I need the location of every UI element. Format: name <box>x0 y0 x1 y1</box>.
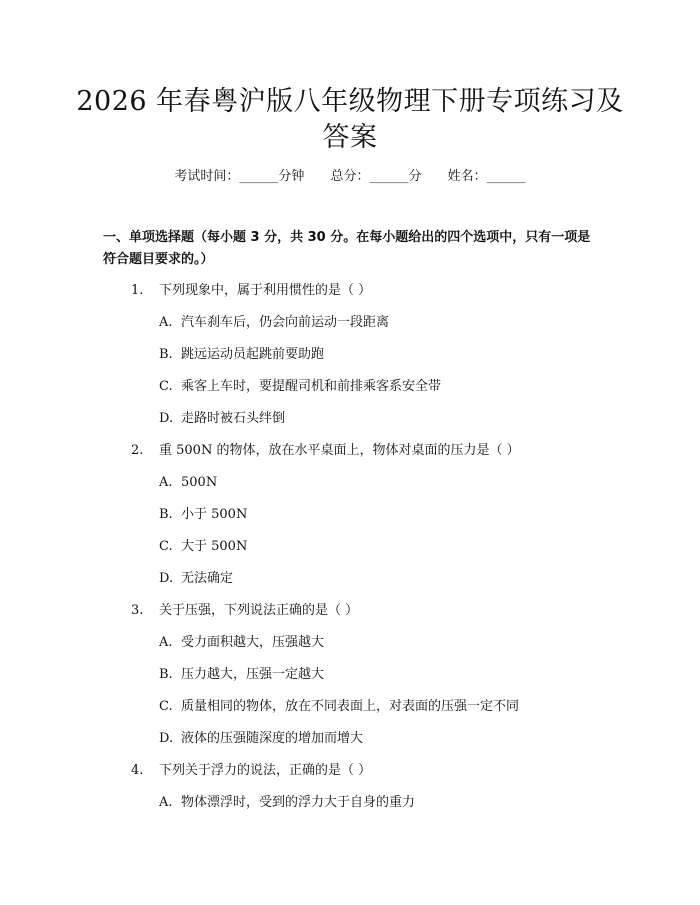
option-letter: C. <box>159 539 173 554</box>
question-number: 2. <box>131 443 144 458</box>
option-text: 质量相同的物体，放在不同表面上，对表面的压强一定不同 <box>181 699 520 714</box>
question-number: 1. <box>131 283 144 298</box>
option-text: 压力越大，压强一定越大 <box>181 667 325 682</box>
option-letter: C. <box>159 379 173 394</box>
option-2d <box>159 570 233 588</box>
option-3a <box>159 634 324 652</box>
option-text: 乘客上车时，要提醒司机和前排乘客系安全带 <box>181 379 442 394</box>
option-text: 汽车刹车后，仍会向前运动一段距离 <box>181 315 390 330</box>
option-text: 走路时被石头绊倒 <box>181 411 286 426</box>
question-text: 关于压强，下列说法正确的是（ ） <box>159 603 359 618</box>
option-1c <box>159 378 441 396</box>
option-letter: D. <box>159 411 174 426</box>
option-letter: D. <box>159 731 174 746</box>
question-1 <box>131 282 371 300</box>
question-number: 3. <box>131 603 144 618</box>
student-name-field: 姓名：______ <box>447 169 526 184</box>
option-text: 物体漂浮时，受到的浮力大于自身的重力 <box>181 795 416 810</box>
option-letter: D. <box>159 571 174 586</box>
option-text: 液体的压强随深度的增加而增大 <box>181 731 364 746</box>
option-text: 500N <box>181 475 218 490</box>
option-letter: B. <box>159 667 173 682</box>
option-3c <box>159 698 519 716</box>
option-text: 大于 500N <box>181 539 248 554</box>
option-text: 受力面积越大，压强越大 <box>181 635 325 650</box>
option-2c <box>159 538 247 556</box>
option-letter: A. <box>159 635 173 650</box>
option-3b <box>159 666 324 684</box>
option-letter: A. <box>159 315 173 330</box>
question-text: 重 500N 的物体，放在水平桌面上，物体对桌面的压力是（ ） <box>159 443 520 458</box>
document-title: 2026 年春粤沪版八年级物理下册专项练习及答案 <box>76 86 624 153</box>
option-1d <box>159 410 285 428</box>
option-3d <box>159 730 363 748</box>
option-letter: C. <box>159 699 173 714</box>
option-text: 小于 500N <box>181 507 248 522</box>
question-4 <box>131 762 371 780</box>
section-heading: 一、单项选择题（每小题 3 分，共 30 分。在每小题给出的四个选项中，只有一项是符合题目要求的。） <box>103 230 591 267</box>
question-text: 下列关于浮力的说法，正确的是（ ） <box>159 763 372 778</box>
option-letter: B. <box>159 347 173 362</box>
option-text: 无法确定 <box>181 571 234 586</box>
option-2a <box>159 474 217 492</box>
option-letter: A. <box>159 795 173 810</box>
option-4a <box>159 794 415 812</box>
option-letter: A. <box>159 475 173 490</box>
option-text: 跳远运动员起跳前要助跑 <box>181 347 325 362</box>
option-1b <box>159 346 324 364</box>
total-score-field: 总分：______分 <box>330 169 422 184</box>
option-1a <box>159 314 389 332</box>
question-text: 下列现象中，属于利用惯性的是（ ） <box>159 283 372 298</box>
question-3 <box>131 602 358 620</box>
exam-info-line <box>0 168 700 186</box>
question-2 <box>131 442 520 460</box>
question-number: 4. <box>131 763 144 778</box>
option-2b <box>159 506 247 524</box>
exam-time-field: 考试时间：______分钟 <box>174 169 305 184</box>
option-letter: B. <box>159 507 173 522</box>
